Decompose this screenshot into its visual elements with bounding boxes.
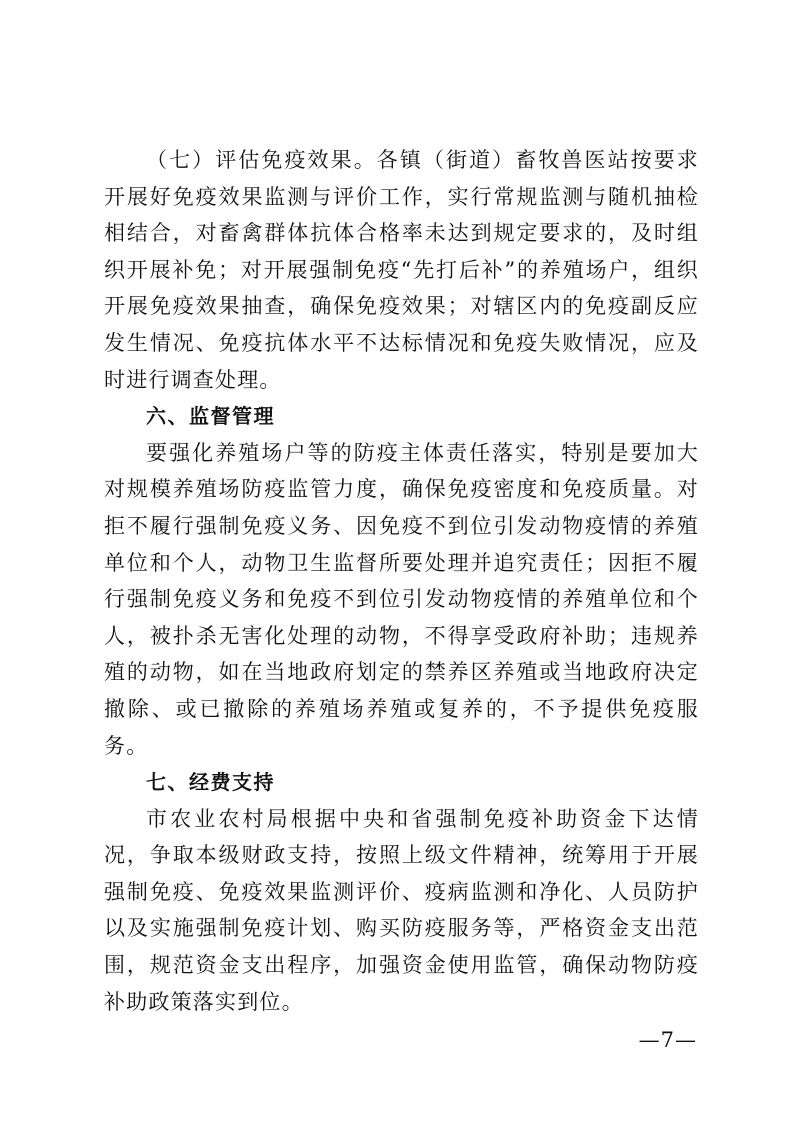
section-heading-funding: 七、经费支持 — [146, 770, 275, 795]
paragraph-funding: 市农业农村局根据中央和省强制免疫补助资金下达情况，争取本级财政支持，按照上级文件精神，统筹用于开展强制免疫、免疫效果监测评价、疫病监测和净化、人员防护以及实施强制免疫计划、购买防疫服务等，严格资金支出范围，规范资金支出程序，加强资金使用监管，确保动物防疫补助政策落实到位。 — [104, 806, 699, 1014]
page-number: —7— — [638, 1028, 697, 1052]
paragraph-evaluation: （七）评估免疫效果。各镇（街道）畜牧兽医站按要求开展好免疫效果监测与评价工作，实行常规监测与随机抽检相结合，对畜禽群体抗体合格率未达到规定要求的，及时组织开展补免；对开展强制免疫“先打后补”的养殖场户，组织开展免疫效果抽查，确保免疫效果；对辖区内的免疫副反应发生情况、免疫抗体水平不达标情况和免疫失败情况，应及时进行调查处理。 — [104, 148, 699, 392]
paragraph-supervision: 要强化养殖场户等的防疫主体责任落实，特别是要加大对规模养殖场防疫监管力度，确保免疫密度和免疫质量。对拒不履行强制免疫义务、因免疫不到位引发动物疫情的养殖单位和个人，动物卫生监督所要处理并追究责任；因拒不履行强制免疫义务和免疫不到位引发动物疫情的养殖单位和个人，被扑杀无害化处理的动物，不得享受政府补助；违规养殖的动物，如在当地政府划定的禁养区养殖或当地政府决定撤除、或已撤除的养殖场养殖或复养的，不予提供免疫服务。 — [104, 440, 699, 758]
section-heading-supervision: 六、监督管理 — [146, 404, 275, 429]
document-body — [104, 142, 699, 1020]
